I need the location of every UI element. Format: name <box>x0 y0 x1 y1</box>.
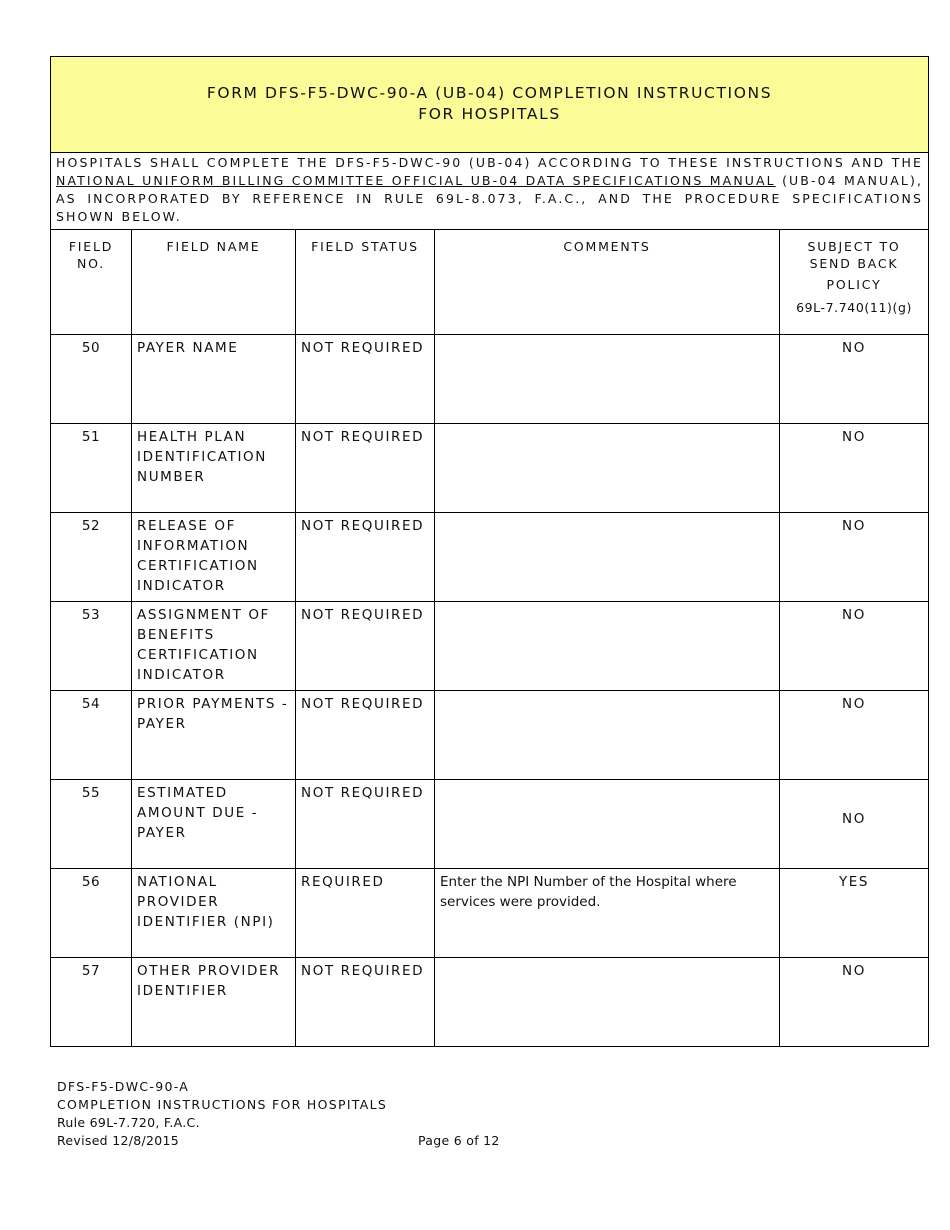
manual-reference: NATIONAL UNIFORM BILLING COMMITTEE OFFICIAL UB-04 DATA SPECIFICATIONS MANUAL <box>56 173 776 188</box>
field-status: NOT REQUIRED <box>296 335 435 424</box>
table-row <box>51 869 929 958</box>
intro-paragraph <box>51 153 929 230</box>
field-no: 54 <box>51 691 132 780</box>
field-no: 57 <box>51 958 132 1047</box>
table-row <box>51 602 929 691</box>
header-send-back: SUBJECT TO SEND BACK POLICY 69L-7.740(11)(g) <box>780 230 929 335</box>
field-name: NATIONAL PROVIDER IDENTIFIER (NPI) <box>132 869 296 958</box>
header-field-status: FIELD STATUS <box>296 230 435 335</box>
send-back-value: NO <box>780 424 929 513</box>
header-comments: COMMENTS <box>435 230 780 335</box>
intro-text-start: HOSPITALS SHALL COMPLETE THE DFS-F5-DWC-90 (UB-04) ACCORDING TO THESE INSTRUCTIONS AND THE <box>56 155 924 170</box>
field-name: PRIOR PAYMENTS - PAYER <box>132 691 296 780</box>
field-name: HEALTH PLAN IDENTIFICATION NUMBER <box>132 424 296 513</box>
page-footer <box>57 1078 387 1150</box>
header-field-name: FIELD NAME <box>132 230 296 335</box>
form-title <box>51 57 929 153</box>
field-name: ESTIMATED AMOUNT DUE - PAYER <box>132 780 296 869</box>
send-back-value: NO <box>780 602 929 691</box>
table-row <box>51 424 929 513</box>
field-status: REQUIRED <box>296 869 435 958</box>
send-back-value: NO <box>780 780 929 869</box>
send-back-value: NO <box>780 958 929 1047</box>
field-status: NOT REQUIRED <box>296 780 435 869</box>
field-status: NOT REQUIRED <box>296 602 435 691</box>
field-name: ASSIGNMENT OF BENEFITS CERTIFICATION INDICATOR <box>132 602 296 691</box>
field-name: OTHER PROVIDER IDENTIFIER <box>132 958 296 1047</box>
field-no: 56 <box>51 869 132 958</box>
send-back-value: NO <box>780 513 929 602</box>
instructions-table <box>50 56 929 1047</box>
field-comment <box>435 602 780 691</box>
send-back-value: YES <box>780 869 929 958</box>
table-row <box>51 691 929 780</box>
field-no: 53 <box>51 602 132 691</box>
send-back-value: NO <box>780 335 929 424</box>
footer-form-id: DFS-F5-DWC-90-A <box>57 1079 190 1094</box>
field-comment <box>435 958 780 1047</box>
header-field-no: FIELD NO. <box>51 230 132 335</box>
field-status: NOT REQUIRED <box>296 958 435 1047</box>
field-comment <box>435 691 780 780</box>
field-comment <box>435 513 780 602</box>
table-row <box>51 513 929 602</box>
field-name: RELEASE OF INFORMATION CERTIFICATION INDICATOR <box>132 513 296 602</box>
field-status: NOT REQUIRED <box>296 691 435 780</box>
intro-text-end: (UB-04 MANUAL), AS INCORPORATED BY REFERENCE IN RULE 69L-8.073, F.A.C., AND THE PROCEDURE SPECIFICATIONS SHOWN BELOW. <box>56 173 924 224</box>
form-title-line1: FORM DFS-F5-DWC-90-A (UB-04) COMPLETION INSTRUCTIONS <box>206 84 773 102</box>
field-status: NOT REQUIRED <box>296 424 435 513</box>
form-title-line2: FOR HOSPITALS <box>418 105 561 123</box>
field-comment <box>435 424 780 513</box>
field-comment <box>435 335 780 424</box>
field-no: 55 <box>51 780 132 869</box>
page-number: Page 6 of 12 <box>418 1133 500 1148</box>
table-header-row <box>51 230 929 335</box>
field-no: 52 <box>51 513 132 602</box>
field-comment <box>435 780 780 869</box>
footer-doc-title: COMPLETION INSTRUCTIONS FOR HOSPITALS <box>57 1097 388 1112</box>
send-back-value: NO <box>780 691 929 780</box>
field-no: 50 <box>51 335 132 424</box>
field-name: PAYER NAME <box>132 335 296 424</box>
table-row <box>51 780 929 869</box>
field-no: 51 <box>51 424 132 513</box>
table-row <box>51 958 929 1047</box>
footer-rule: Rule 69L-7.720, F.A.C. <box>57 1115 200 1130</box>
footer-revised: Revised 12/8/2015 <box>57 1133 179 1148</box>
field-status: NOT REQUIRED <box>296 513 435 602</box>
table-row <box>51 335 929 424</box>
field-comment: Enter the NPI Number of the Hospital where services were provided. <box>435 869 780 958</box>
